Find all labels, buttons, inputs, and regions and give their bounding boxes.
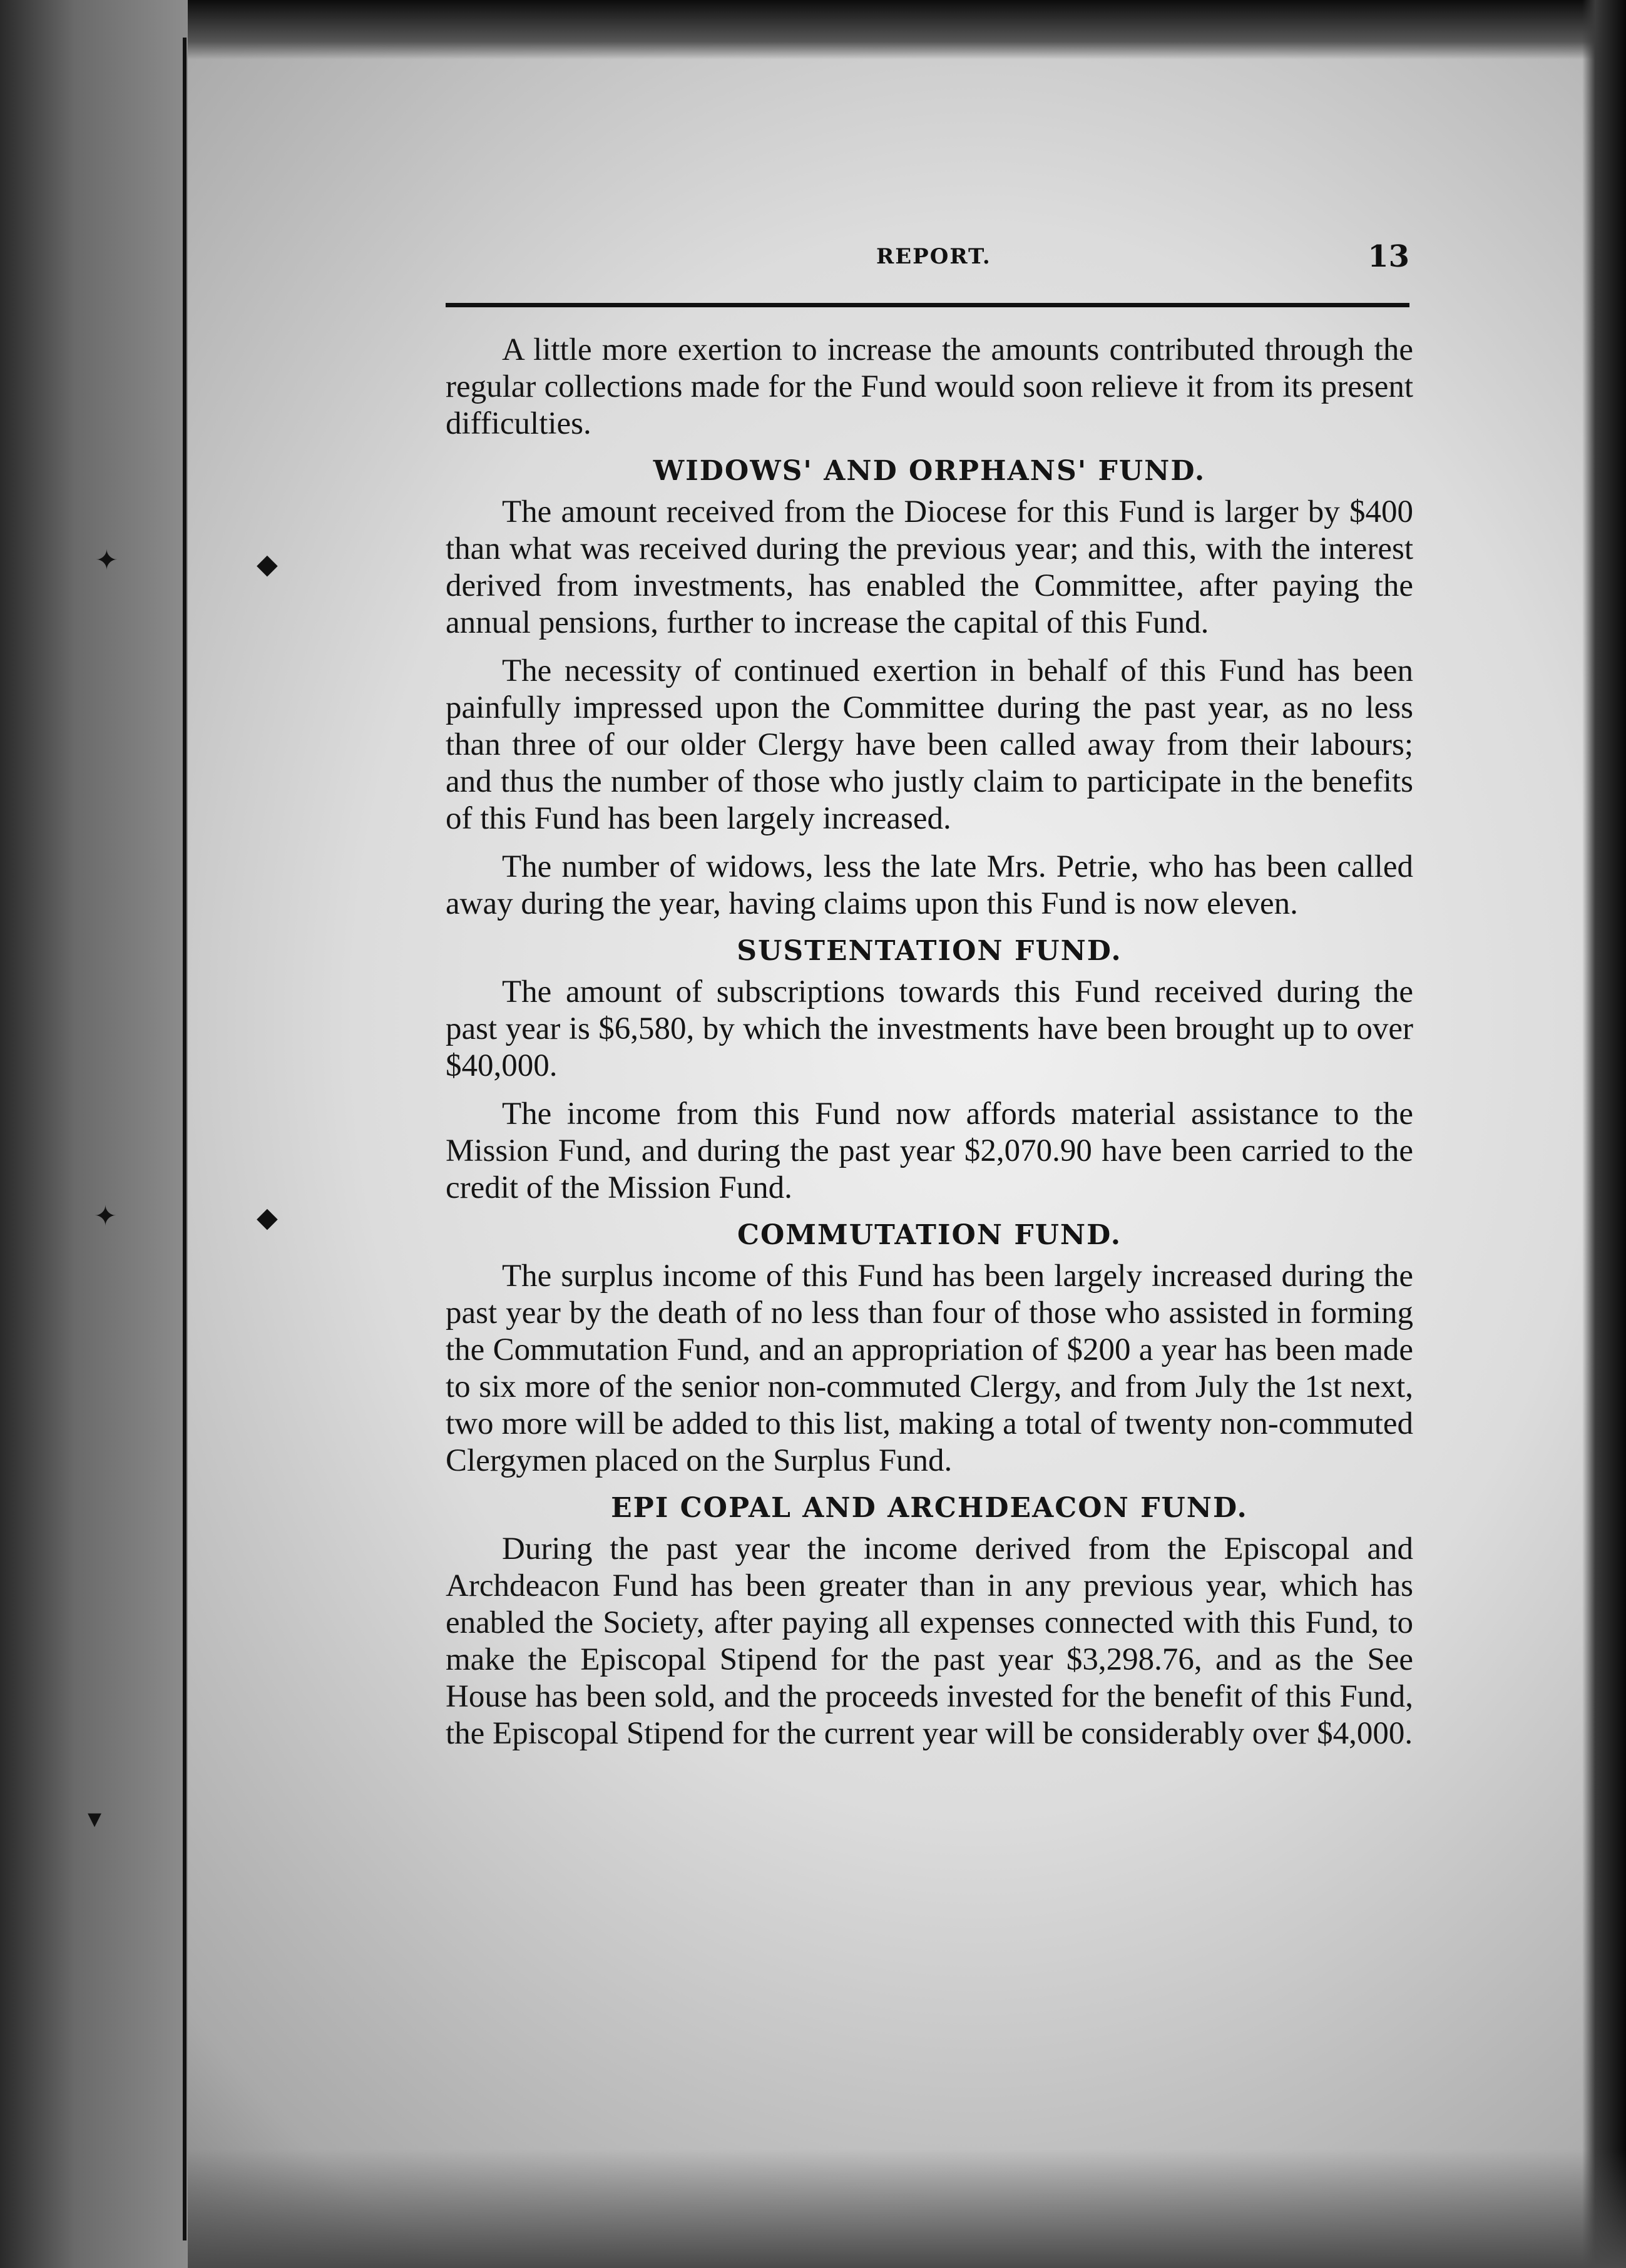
margin-mark-icon: ▾ [88, 1802, 102, 1834]
paragraph-widows-2: The necessity of continued exertion in behalf of this Fund has been painfully impressed upon the Committee during the past year, as no less than three of our older Clergy have been called away from their labours; and thus the number of those who justly claim to participate in the benefits of this Fund has been largely increased. [446, 653, 1413, 836]
paragraph-commutation-1: The surplus income of this Fund has been largely increased during the past year by the death of no less than four of those who assisted in forming the Commutation Fund, and an appropriation of $200 a year has been made to six more of the senior non-commuted Clergy, and from July the 1st next, two more will be added to this list, making a total of twenty non-commuted Clergymen placed on the Surplus Fund. [446, 1259, 1413, 1478]
paragraph-sustentation-2: The income from this Fund now affords material assistance to the Mission Fund, and during the past year $2,070.90 have been carried to the credit of the Mission Fund. [446, 1096, 1413, 1205]
paragraph-sustentation-1: The amount of subscriptions towards this Fund received during the past year is $6,580, by which the investments have been brought up to over $40,000. [446, 974, 1413, 1083]
page-number: 13 [1368, 239, 1409, 274]
running-title: REPORT. [876, 244, 991, 269]
paragraph-intro: A little more exertion to increase the amounts contributed through the regular collections made for the Fund would soon relieve it from its present difficulties. [446, 332, 1413, 441]
page-top-shadow [188, 0, 1626, 59]
heading-widows-orphans-fund: WIDOWS' AND ORPHANS' FUND. [653, 455, 1206, 487]
margin-mark-icon: ◆ [257, 1202, 278, 1234]
binding-gutter [183, 38, 187, 2240]
margin-mark-icon: ◆ [257, 548, 278, 580]
facing-page-edge [0, 0, 188, 2268]
paragraph-widows-1: The amount received from the Diocese for this Fund is larger by $400 than what was received during the previous year; and this, with the interest derived from investments, has enabled the Committee, after paying the annual pensions, further to increase the capital of this Fund. [446, 494, 1413, 640]
page-bottom-shadow [188, 2149, 1626, 2268]
body-text [446, 332, 1413, 1764]
margin-mark-icon: ✦ [94, 1200, 117, 1232]
heading-sustentation-fund: SUSTENTATION FUND. [737, 935, 1122, 967]
header-rule [446, 303, 1409, 307]
paragraph-widows-3: The number of widows, less the late Mrs. Petrie, who has been called away during the year, having claims upon this Fund is now eleven. [446, 849, 1413, 921]
heading-commutation-fund: COMMUTATION FUND. [737, 1219, 1122, 1251]
page-right-shadow [1582, 0, 1626, 2268]
paragraph-episcopal-1: During the past year the income derived from the Episcopal and Archdeacon Fund has been greater than in any previous year, which has enabled the Society, after paying all expenses connected with this Fund, to make the Episcopal Stipend for the past year $3,298.76, and as the See House has been sold, and the proceeds invested for the benefit of this Fund, the Episcopal Stipend for the current year will be considerably over $4,000. [446, 1531, 1413, 1751]
running-head [444, 239, 1414, 277]
margin-mark-icon: ✦ [95, 544, 118, 576]
heading-episcopal-archdeacon-fund: EPI COPAL AND ARCHDEACON FUND. [611, 1492, 1248, 1524]
